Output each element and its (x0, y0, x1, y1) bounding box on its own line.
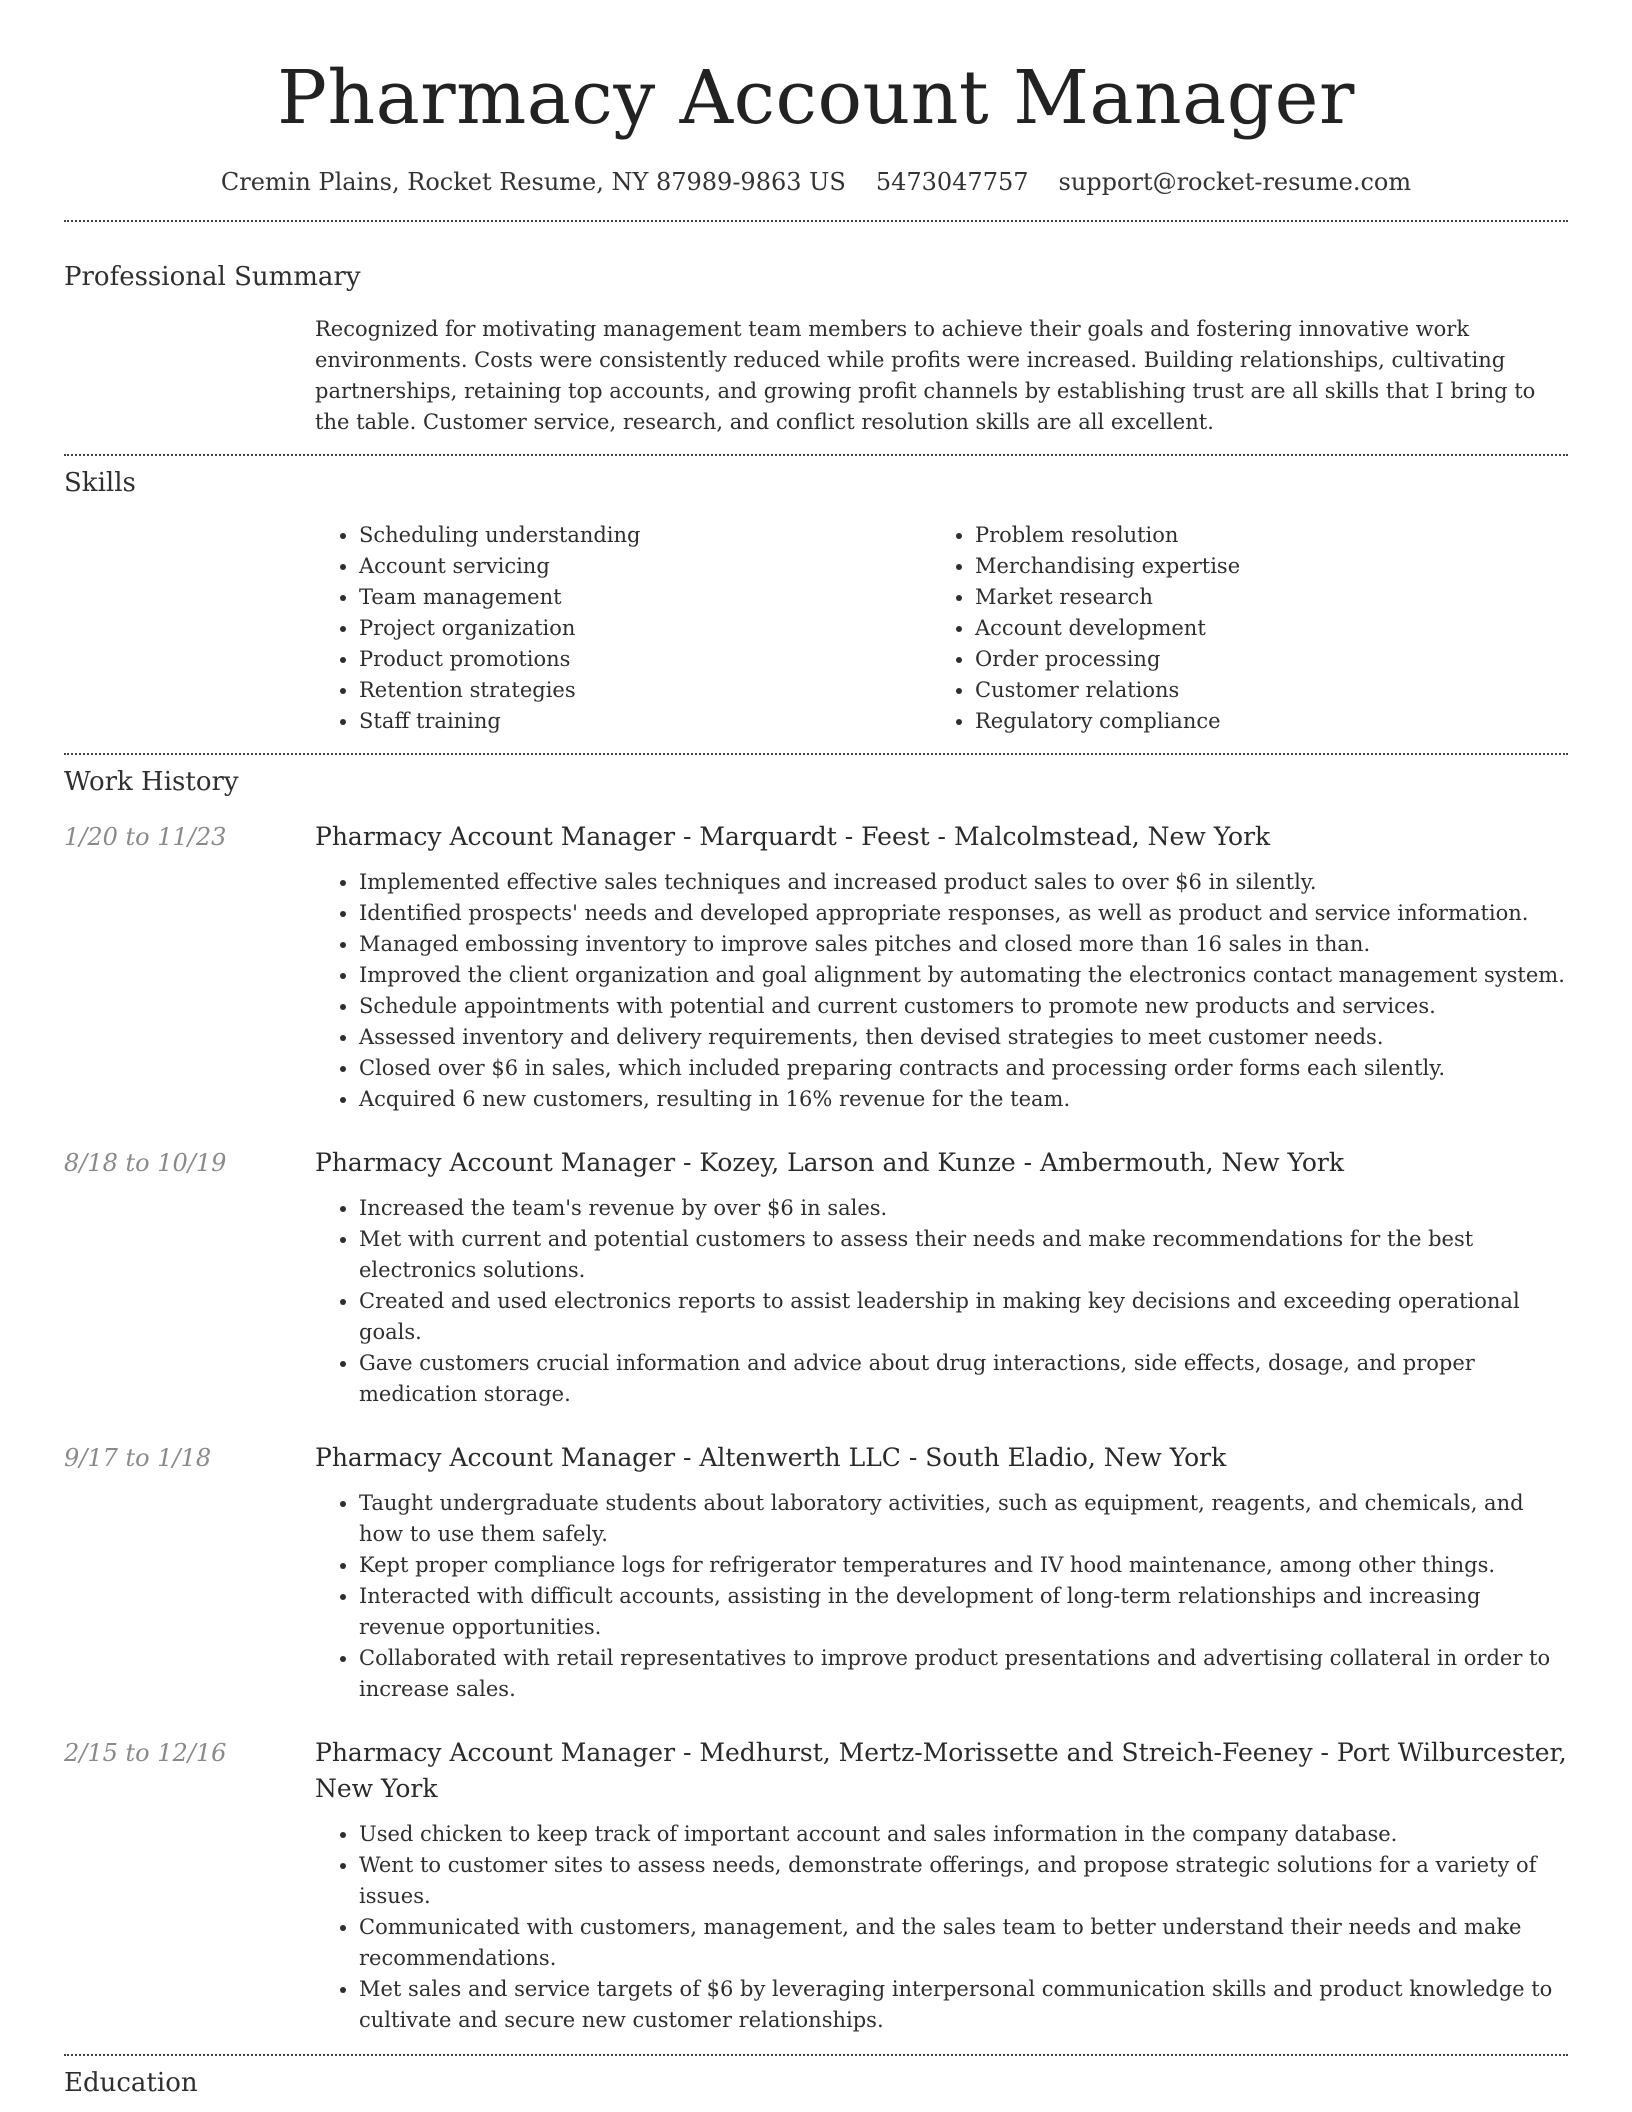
list-item: • Assessed inventory and delivery requirements, then devised strategies to meet customer needs. (359, 1022, 1568, 1053)
work-divider (64, 2054, 1568, 2056)
job-entry (64, 1735, 1568, 2036)
job-bullets (315, 1193, 1568, 1410)
list-item: • Met with current and potential customers to assess their needs and make recommendations for the best electronics solutions. (359, 1224, 1568, 1286)
job-title: Pharmacy Account Manager - Medhurst, Mertz-Morissette and Streich-Feeney - Port Wilburcester, New York (315, 1738, 1567, 1803)
candidate-name: Pharmacy Account Manager (277, 55, 1355, 141)
list-item: • Product promotions (359, 644, 931, 675)
list-item: • Kept proper compliance logs for refrigerator temperatures and IV hood maintenance, among other things. (359, 1550, 1568, 1581)
skills-list-left (315, 520, 931, 737)
job-entry (64, 1145, 1568, 1410)
job-details (315, 1145, 1568, 1410)
list-item: • Interacted with difficult accounts, assisting in the development of long-term relationships and increasing revenue opportunities. (359, 1581, 1568, 1643)
skills-columns (315, 520, 1568, 737)
job-bullets (315, 1819, 1568, 2036)
list-item: • Collaborated with retail representatives to improve product presentations and advertising collateral in order to increase sales. (359, 1643, 1568, 1705)
contact-line (64, 166, 1568, 198)
job-bullets (315, 1488, 1568, 1705)
work-history-section (64, 765, 1568, 2036)
education-section (64, 2066, 1568, 2100)
list-item: • Order processing (975, 644, 1547, 675)
job-dates: 8/18 to 10/19 (64, 1149, 227, 1177)
skills-list-right (931, 520, 1547, 737)
summary-heading: Professional Summary (64, 262, 361, 292)
contact-phone: 5473047757 (875, 168, 1029, 196)
list-item: • Used chicken to keep track of important account and sales information in the company database. (359, 1819, 1568, 1850)
list-item: • Account development (975, 613, 1547, 644)
list-item: • Identified prospects' needs and developed appropriate responses, as well as product and service information. (359, 898, 1568, 929)
contact-address: Cremin Plains, Rocket Resume, NY 87989-9863 US (220, 168, 846, 196)
job-details (315, 819, 1568, 1115)
job-title: Pharmacy Account Manager - Altenwerth LLC - South Eladio, New York (315, 1443, 1227, 1472)
contact-email: support@rocket-resume.com (1058, 168, 1412, 196)
job-entry (64, 819, 1568, 1115)
job-dates: 9/17 to 1/18 (64, 1444, 212, 1472)
summary-body (315, 314, 1568, 438)
list-item: • Met sales and service targets of $6 by leveraging interpersonal communication skills and product knowledge to cultivate and secure new customer relationships. (359, 1974, 1568, 2036)
list-item: • Acquired 6 new customers, resulting in 16% revenue for the team. (359, 1084, 1568, 1115)
list-item: • Account servicing (359, 551, 931, 582)
job-dates: 2/15 to 12/16 (64, 1739, 227, 1767)
skills-divider (64, 753, 1568, 755)
list-item: • Created and used electronics reports to assist leadership in making key decisions and exceeding operational goals. (359, 1286, 1568, 1348)
skills-section (64, 466, 1568, 737)
education-heading: Education (64, 2068, 198, 2098)
list-item: • Project organization (359, 613, 931, 644)
job-bullets (315, 867, 1568, 1115)
list-item: • Gave customers crucial information and advice about drug interactions, side effects, dosage, and proper medication storage. (359, 1348, 1568, 1410)
list-item: • Customer relations (975, 675, 1547, 706)
list-item: • Merchandising expertise (975, 551, 1547, 582)
summary-divider (64, 454, 1568, 456)
resume-page (64, 0, 1568, 2100)
summary-text: Recognized for motivating management team members to achieve their goals and fostering innovative work environments. Costs were consistently reduced while profits were increased. Building relationships, cultivating partnerships, retaining top accounts, and growing profit channels by establishing trust are all skills that I bring to the table. Customer service, research, and conflict resolution skills are all excellent. (315, 317, 1536, 434)
list-item: • Communicated with customers, management, and the sales team to better understand their needs and make recommendations. (359, 1912, 1568, 1974)
job-details (315, 1735, 1568, 2036)
list-item: • Managed embossing inventory to improve sales pitches and closed more than 16 sales in than. (359, 929, 1568, 960)
list-item: • Problem resolution (975, 520, 1547, 551)
job-title: Pharmacy Account Manager - Kozey, Larson and Kunze - Ambermouth, New York (315, 1148, 1344, 1177)
summary-section (64, 260, 1568, 438)
job-dates: 1/20 to 11/23 (64, 823, 227, 851)
job-entry (64, 1440, 1568, 1705)
skills-heading: Skills (64, 468, 136, 498)
list-item: • Retention strategies (359, 675, 931, 706)
list-item: • Increased the team's revenue by over $6 in sales. (359, 1193, 1568, 1224)
header-divider (64, 220, 1568, 222)
list-item: • Schedule appointments with potential and current customers to promote new products and services. (359, 991, 1568, 1022)
list-item: • Taught undergraduate students about laboratory activities, such as equipment, reagents, and chemicals, and how to use them safely. (359, 1488, 1568, 1550)
work-history-heading: Work History (64, 767, 239, 797)
jobs-list (64, 819, 1568, 2036)
list-item: • Went to customer sites to assess needs, demonstrate offerings, and propose strategic solutions for a variety of issues. (359, 1850, 1568, 1912)
job-details (315, 1440, 1568, 1705)
list-item: • Scheduling understanding (359, 520, 931, 551)
list-item: • Regulatory compliance (975, 706, 1547, 737)
list-item: • Improved the client organization and goal alignment by automating the electronics contact management system. (359, 960, 1568, 991)
list-item: • Staff training (359, 706, 931, 737)
list-item: • Market research (975, 582, 1547, 613)
job-title: Pharmacy Account Manager - Marquardt - Feest - Malcolmstead, New York (315, 822, 1271, 851)
list-item: • Closed over $6 in sales, which included preparing contracts and processing order forms each silently. (359, 1053, 1568, 1084)
list-item: • Team management (359, 582, 931, 613)
list-item: • Implemented effective sales techniques and increased product sales to over $6 in silently. (359, 867, 1568, 898)
